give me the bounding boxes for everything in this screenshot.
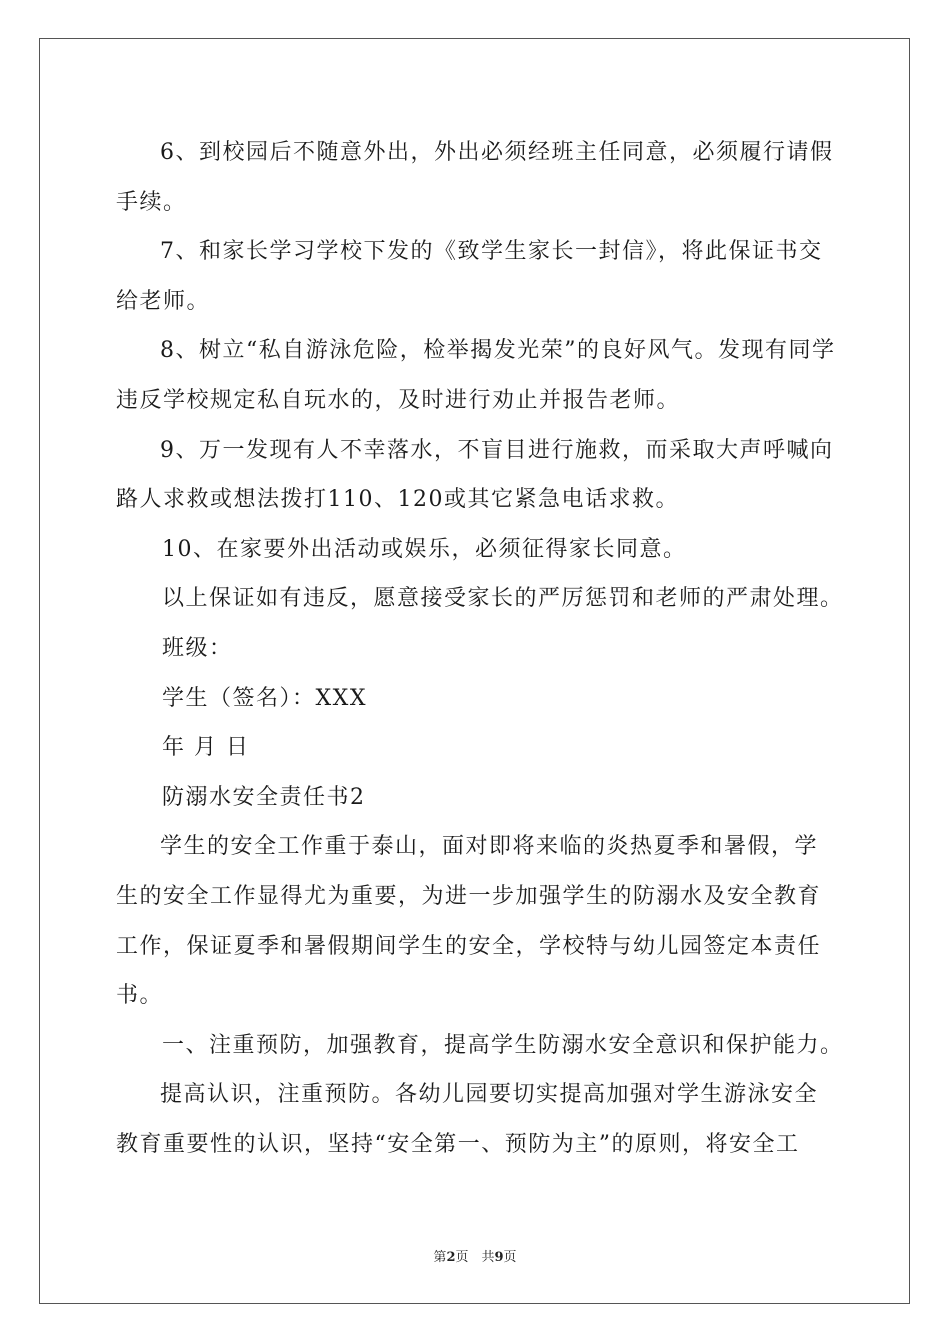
date-line: 年 月 日	[162, 735, 250, 761]
footer-middle: 页 共	[455, 1250, 495, 1265]
intro-paragraph: 学生的安全工作重于泰山，面对即将来临的炎热夏季和暑假，学生的安全工作显得尤为重要，为进一步加强学生的防溺水及安全教育工作，保证夏季和暑假期间学生的安全，学校特与幼儿园签定本责任书。	[116, 834, 822, 1009]
section-title: 防溺水安全责任书2	[162, 784, 366, 810]
page-footer	[0, 1246, 950, 1265]
student-signature: 学生（签名）：XXX	[162, 685, 367, 711]
paragraph-item-7: 7、和家长学习学校下发的《致学生家长一封信》，将此保证书交给老师。	[116, 239, 823, 314]
paragraph-item-8: 8、树立“私自游泳危险，检举揭发光荣”的良好风气。发现有同学违反学校规定私自玩水的，及时进行劝止并报告老师。	[116, 338, 836, 413]
current-page-number: 2	[446, 1250, 456, 1265]
guarantee-statement: 以上保证如有违反，愿意接受家长的严厉惩罚和老师的严肃处理。	[162, 586, 844, 612]
section-1-body: 提高认识，注重预防。各幼儿园要切实提高加强对学生游泳安全教育重要性的认识，坚持“安全第一、预防为主”的原则，将安全工	[116, 1082, 819, 1157]
footer-prefix: 第	[433, 1250, 447, 1265]
paragraph-item-10: 10、在家要外出活动或娱乐，必须征得家长同意。	[162, 536, 687, 562]
paragraph-item-6: 6、到校园后不随意外出，外出必须经班主任同意，必须履行请假手续。	[116, 140, 834, 215]
paragraph-item-9: 9、万一发现有人不幸落水，不盲目进行施救，而采取大声呼喊向路人求救或想法拨打110、120或其它紧急电话求救。	[116, 437, 834, 513]
section-heading-1: 一、注重预防，加强教育，提高学生防溺水安全意识和保护能力。	[162, 1032, 844, 1058]
total-pages-number: 9	[494, 1250, 504, 1265]
footer-suffix: 页	[503, 1250, 517, 1265]
class-label: 班级：	[162, 635, 233, 661]
document-body	[116, 128, 844, 1169]
